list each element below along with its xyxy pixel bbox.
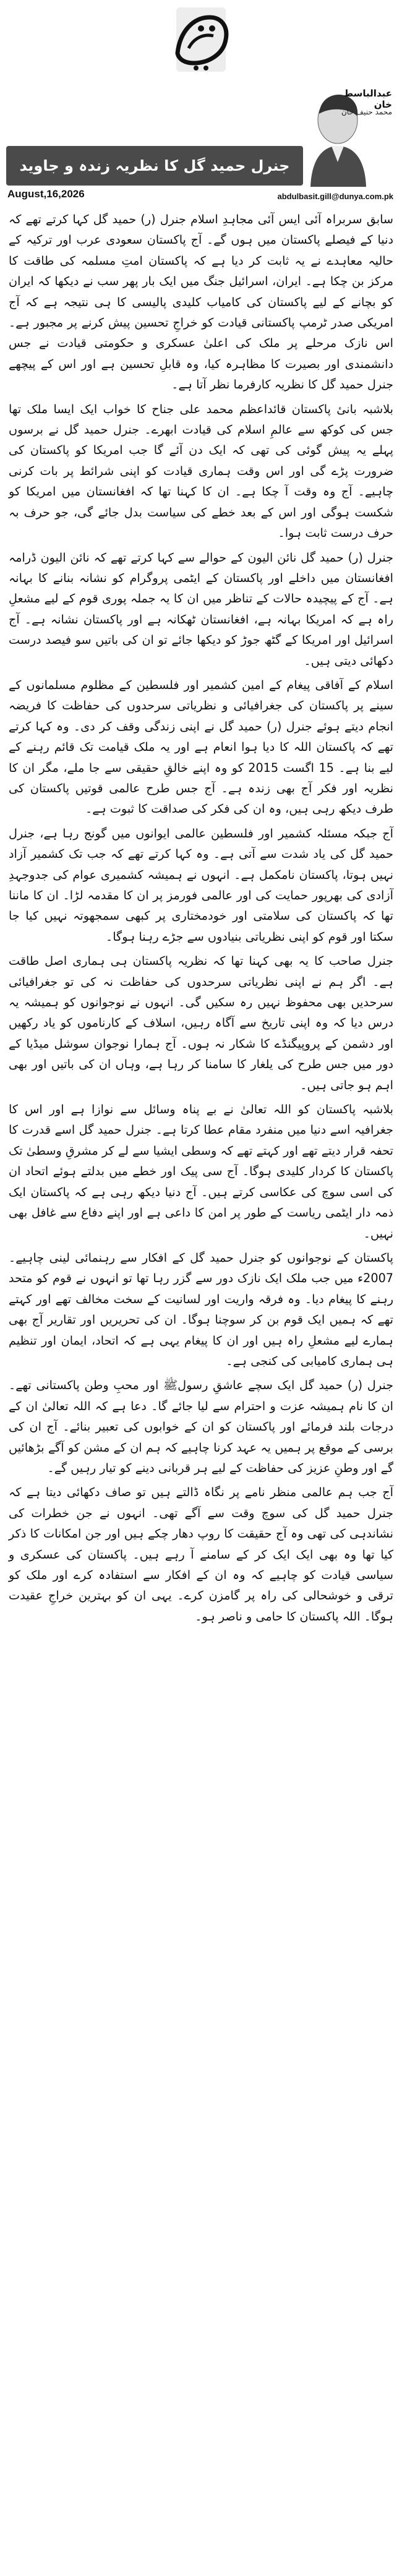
dunya-logo xyxy=(153,4,249,77)
paragraph: جنرل صاحب کا یہ بھی کہنا تھا کہ نظریہ پاکستان ہی ہماری اصل طاقت ہے۔ اگر ہم نے اپنی نظریاتی سرحدوں کی حفاظت نہ کی تو جغرافیائی سرحدیں بھی محفوظ نہیں رہ سکیں گی۔ انہوں نے نوجوانوں کو ہمیشہ یہ درس دیا کہ وہ اپنی تاریخ سے آگاہ رہیں، اسلاف کے کارناموں کو یاد رکھیں اور دشمن کے پروپیگنڈے کا شکار نہ ہوں۔ آج ہمارا نوجوان سوشل میڈیا کے دور میں جس طرح کی یلغار کا سامنا کر رہا ہے، وہاں ان کی باتیں اور بھی اہم ہو جاتی ہیں۔ xyxy=(9,954,393,1092)
paragraph: سابق سربراہ آئی ایس آئی مجاہدِ اسلام جنرل (ر) حمید گل کہا کرتے تھے کہ دنیا کے فیصلے پاکستان میں ہوں گے۔ آج پاکستان سعودی عرب اور ترکیہ کے حالیہ معاہدے نے یہ ثابت کر دیا ہے کہ پاکستان امتِ مسلمہ کی طاقت کا مرکز بن چکا ہے۔ ایران، اسرائیل جنگ میں ایک بار پھر سب نے دیکھا کہ ایران کو بچانے کے لیے پاکستان کی کامیاب کلیدی پالیسی کا ہی نتیجہ ہے کہ آج امریکی صدر ٹرمپ پاکستانی قیادت کو خراجِ تحسین پیش کرنے پر مجبور ہے۔ اس نازک مرحلے پر ملک کی اعلیٰ عسکری و حکومتی قیادت نے جس دانشمندی اور بصیرت کا مظاہرہ کیا، وہ قابلِ تحسین ہے اور اس کے پیچھے جنرل حمید گل کا نظریہ کارفرما نظر آتا ہے۔ xyxy=(9,212,393,392)
paragraph: بلاشبہ پاکستان کو اللہ تعالیٰ نے بے پناہ وسائل سے نوازا ہے اور اس کا جغرافیہ اسے دنیا میں منفرد مقام عطا کرتا ہے۔ جنرل حمید گل اسے قدرت کا تحفہ قرار دیتے تھے اور کہتے تھے کہ وسطی ایشیا سے لے کر مشرقِ وسطیٰ تک پاکستان کا کردار کلیدی ہوگا۔ آج سی پیک اور خطے میں بدلتے ہوئے اتحاد ان کی اسی سوچ کی عکاسی کرتے ہیں۔ آج دنیا دیکھ رہی ہے کہ پاکستان ایک ذمہ دار ایٹمی ریاست کے طور پر امن کا داعی ہے اور اپنے دفاع سے غافل بھی نہیں۔ xyxy=(9,1102,393,1241)
author-subtitle: محمد حنیف خان xyxy=(341,108,392,116)
paragraph: بلاشبہ بانیٔ پاکستان قائداعظم محمد علی جناح کا خواب ایک ایسا ملک تھا جس کی کوکھ سے عالمِ اسلام کی قیادت ابھرے۔ جنرل حمید گل نے برسوں پہلے یہ پیش گوئی کی تھی کہ ایک دن آئے گا جب امریکا کو پاکستان کی ضرورت پڑے گی اور اس وقت ہماری قیادت کو اپنی شرائط پر بات کرنی چاہیے۔ آج وہ وقت آ چکا ہے۔ ان کا کہنا تھا کہ افغانستان میں امریکا کو شکست ہوگی اور اس کے بعد خطے کی سیاست بدل جائے گی، جو حرف بہ حرف درست ثابت ہوا۔ xyxy=(9,401,393,541)
dunya-logo-mark xyxy=(153,4,249,77)
author-name: عبدالباسط خان xyxy=(343,88,392,110)
author-block xyxy=(277,79,393,204)
author-email[interactable]: abdulbasit.gill@dunya.com.pk xyxy=(277,192,393,201)
column-date: August,16,2026 xyxy=(7,188,85,200)
paragraph: اسلام کے آفاقی پیغام کے امین کشمیر اور فلسطین کے مظلوم مسلمانوں کے سینے پر پاکستان کی جغرافیائی و نظریاتی سرحدوں کی حفاظت کا فریضہ انجام دیتے ہوئے جنرل (ر) حمید گل نے اپنی زندگی وقف کر دی۔ وہ کہا کرتے تھے کہ پاکستان اللہ کا دیا ہوا انعام ہے اور یہ ملک قیامت تک قائم رہنے کے لیے بنا ہے۔ 15 اگست 2015 کو وہ اپنے خالقِ حقیقی سے جا ملے، مگر ان کا نظریہ اور فکر آج بھی زندہ ہے۔ آج جس طرح عالمی قوتیں پاکستان کی طرف دیکھ رہی ہیں، وہ ان کی فکر کی صداقت کا ثبوت ہے۔ xyxy=(9,677,393,816)
column-body xyxy=(9,209,393,1630)
column-title-box xyxy=(6,146,303,186)
paragraph: جنرل (ر) حمید گل ایک سچے عاشقِ رسولﷺ اور محبِ وطن پاکستانی تھے۔ ان کا نام ہمیشہ عزت و احترام سے لیا جائے گا۔ دعا ہے کہ اللہ تعالیٰ ان کے درجات بلند فرمائے اور پاکستان کو ان کے خوابوں کی تعبیر بنائے۔ آج ان کی برسی کے موقع پر ہمیں یہ عہد کرنا چاہیے کہ ہم ان کے مشن کو آگے بڑھائیں گے اور وطنِ عزیز کی حفاظت کے لیے ہر قربانی دینے کو تیار رہیں گے۔ xyxy=(9,1378,393,1475)
paragraph: جنرل (ر) حمید گل نائن الیون کے حوالے سے کہا کرتے تھے کہ نائن الیون ڈرامہ افغانستان میں داخلے اور پاکستان کے ایٹمی پروگرام کو نشانہ بنانے کا بہانہ ہے۔ آج کے پیچیدہ حالات کے تناظر میں ان کا یہ جملہ پوری قوم کے لیے مشعلِ راہ ہے کہ امریکا بہانہ ہے، افغانستان ٹھکانہ ہے اور پاکستان نشانہ ہے۔ آج اسرائیل اور امریکا کے گٹھ جوڑ کو دیکھا جائے تو ان کی باتیں سو فیصد درست دکھائی دیتی ہیں۔ xyxy=(9,550,393,668)
column-header xyxy=(6,79,396,204)
paragraph: آج جب ہم عالمی منظر نامے پر نگاہ ڈالتے ہیں تو صاف دکھائی دیتا ہے کہ جنرل حمید گل کی سوچ وقت سے آگے تھی۔ انہوں نے جن خطرات کی نشاندہی کی تھی وہ آج حقیقت کا روپ دھار چکے ہیں اور جن امکانات کا ذکر کیا تھا وہ بھی ایک ایک کر کے سامنے آ رہے ہیں۔ پاکستان کی عسکری و سیاسی قیادت کو چاہیے کہ وہ ان کے افکار سے استفادہ کرے اور ملک کو ترقی و خوشحالی کی راہ پر گامزن کرے۔ یہی ان کو بہترین خراجِ عقیدت ہوگا۔ اللہ پاکستان کا حامی و ناصر ہو۔ xyxy=(9,1485,393,1624)
column-title: جنرل حمید گل کا نظریہ زندہ و جاوید xyxy=(19,157,290,174)
paragraph: آج جبکہ مسئلہ کشمیر اور فلسطین عالمی ایوانوں میں گونج رہا ہے، جنرل حمید گل کی یاد شدت سے آتی ہے۔ وہ کہا کرتے تھے کہ جب تک کشمیر آزاد نہیں ہوتا، پاکستان نامکمل ہے۔ انہوں نے ہمیشہ کشمیری عوام کی جدوجہدِ آزادی کی بھرپور حمایت کی اور عالمی فورمز پر ان کا مقدمہ لڑا۔ ان کا ماننا تھا کہ پاکستان کی سلامتی اور خودمختاری پر کبھی سمجھوتہ نہیں کیا جا سکتا اور قوم کو اپنی نظریاتی بنیادوں سے جڑے رہنا ہوگا۔ xyxy=(9,826,393,944)
paragraph: پاکستان کے نوجوانوں کو جنرل حمید گل کے افکار سے رہنمائی لینی چاہیے۔ 2007ء میں جب ملک ایک نازک دور سے گزر رہا تھا تو انہوں نے قوم کو متحد رہنے کا پیغام دیا۔ وہ فرقہ واریت اور لسانیت کے سخت مخالف تھے اور کہتے تھے کہ ہمیں ایک قوم بن کر سوچنا ہوگا۔ ان کی تحریریں اور تقاریر آج بھی ہمارے لیے مشعلِ راہ ہیں اور ان کا پیغام یہی ہے کہ اتحاد، ایمان اور تنظیم ہی ہماری کامیابی کی کنجی ہے۔ xyxy=(9,1250,393,1368)
